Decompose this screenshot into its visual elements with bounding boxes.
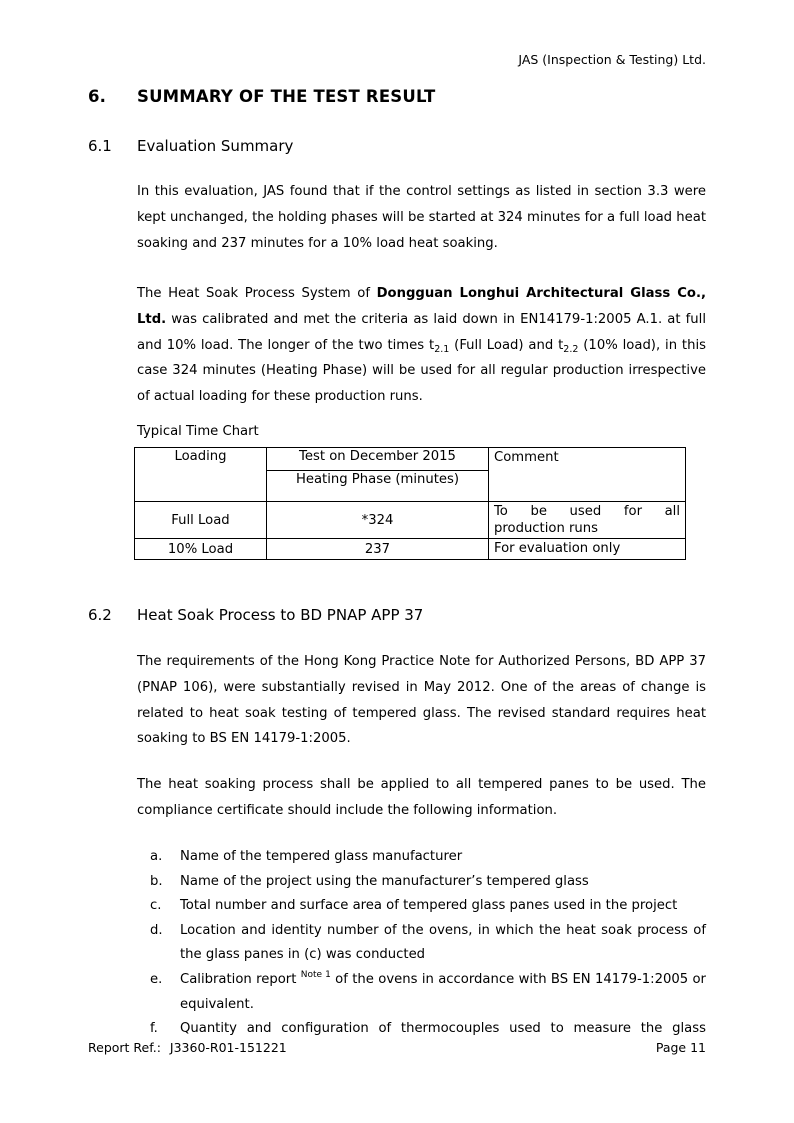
paragraph-calibration <box>137 281 706 410</box>
section-number: 6.1 <box>88 137 112 155</box>
section-6-2-heading <box>88 606 706 624</box>
list-item-text: Location and identity number of the ovens, in which the heat soak process of the glass panes in (c) was conducted <box>180 922 706 963</box>
text-run: of the ovens in accordance with BS EN 14179-1:2005 or equivalent. <box>180 971 706 1012</box>
cell-minutes: 237 <box>267 539 489 560</box>
header-heating-phase: Heating Phase (minutes) <box>267 471 489 502</box>
company-name: JAS (Inspection & Testing) Ltd. <box>518 52 706 67</box>
report-ref-value: J3360-R01-151221 <box>169 1040 287 1055</box>
list-marker: b. <box>150 873 163 889</box>
table-caption: Typical Time Chart <box>137 424 259 439</box>
section-title: Evaluation Summary <box>137 137 294 155</box>
page-header <box>88 52 706 67</box>
text-run: was calibrated and met the criteria as laid down in EN14179-1:2005 A.1. at full and 10% load. The longer of the two times t <box>137 311 706 353</box>
section-6-1-heading <box>88 137 706 155</box>
section-number: 6. <box>88 87 107 106</box>
cell-comment: For evaluation only <box>489 539 686 560</box>
cell-loading: Full Load <box>135 502 267 539</box>
list-item-text: Name of the tempered glass manufacturer <box>180 849 463 864</box>
list-item <box>150 968 706 1017</box>
table-row <box>135 539 686 560</box>
subscript-t21: 2.1 <box>434 343 450 355</box>
list-item <box>150 894 706 919</box>
text-run: (Full Load) and t <box>449 337 564 353</box>
note-1-superscript: Note 1 <box>300 969 331 980</box>
header-comment: Comment <box>489 448 686 502</box>
list-marker: d. <box>150 922 163 938</box>
paragraph-evaluation: In this evaluation, JAS found that if the control settings as listed in section 3.3 were kept unchanged, the holding phases will be started at 324 minutes for a full load heat soaking and 237 minutes for a 10% load heat soaking. <box>137 184 706 251</box>
list-item <box>150 919 706 968</box>
page-footer <box>88 1040 706 1055</box>
list-item-text: Name of the project using the manufacturer’s tempered glass <box>180 873 589 889</box>
list-item <box>150 845 706 870</box>
section-title: SUMMARY OF THE TEST RESULT <box>137 87 436 106</box>
section-title: Heat Soak Process to BD PNAP APP 37 <box>137 606 424 624</box>
time-chart-table <box>134 447 686 560</box>
report-reference <box>88 1040 287 1055</box>
list-item <box>150 870 706 895</box>
cell-comment: To be used for all production runs <box>489 502 686 539</box>
text-run: The Heat Soak Process System of <box>137 286 377 301</box>
table-row <box>135 502 686 539</box>
section-number: 6.2 <box>88 606 112 624</box>
page-number: Page 11 <box>655 1040 706 1055</box>
paragraph-compliance: The heat soaking process shall be applied to all tempered panes to be used. The compliance certificate should include the following information. <box>137 777 706 818</box>
report-ref-label: Report Ref.: <box>88 1040 161 1055</box>
list-marker: e. <box>150 971 163 987</box>
list-item-text <box>180 968 706 1017</box>
list-item <box>150 1017 706 1042</box>
requirements-list <box>150 845 706 1042</box>
header-loading: Loading <box>135 448 267 502</box>
cell-minutes: *324 <box>267 502 489 539</box>
company-bold: Dongguan Longhui Architectural Glass Co., Ltd. <box>137 286 706 327</box>
list-item-text: Quantity and configuration of thermocouples used to measure the glass <box>180 1021 706 1037</box>
text-run: (10% load), in this case 324 minutes (Heating Phase) will be used for all regular production irrespective of actual loading for these production runs. <box>137 337 706 405</box>
list-marker: a. <box>150 849 163 864</box>
section-6-heading <box>88 87 706 106</box>
table-header-row <box>135 448 686 471</box>
paragraph-requirements: The requirements of the Hong Kong Practice Note for Authorized Persons, BD APP 37 (PNAP 106), were substantially revised in May 2012. One of the areas of change is related to heat soak testing of tempered glass. The revised standard requires heat soaking to BS EN 14179-1:2005. <box>137 654 706 747</box>
list-marker: f. <box>150 1021 158 1037</box>
list-item-text: Total number and surface area of tempered glass panes used in the project <box>180 898 678 914</box>
subscript-t22: 2.2 <box>563 343 579 355</box>
header-test-period: Test on December 2015 <box>267 448 489 471</box>
text-run: Calibration report <box>180 971 301 987</box>
cell-loading: 10% Load <box>135 539 267 560</box>
list-marker: c. <box>150 898 162 914</box>
